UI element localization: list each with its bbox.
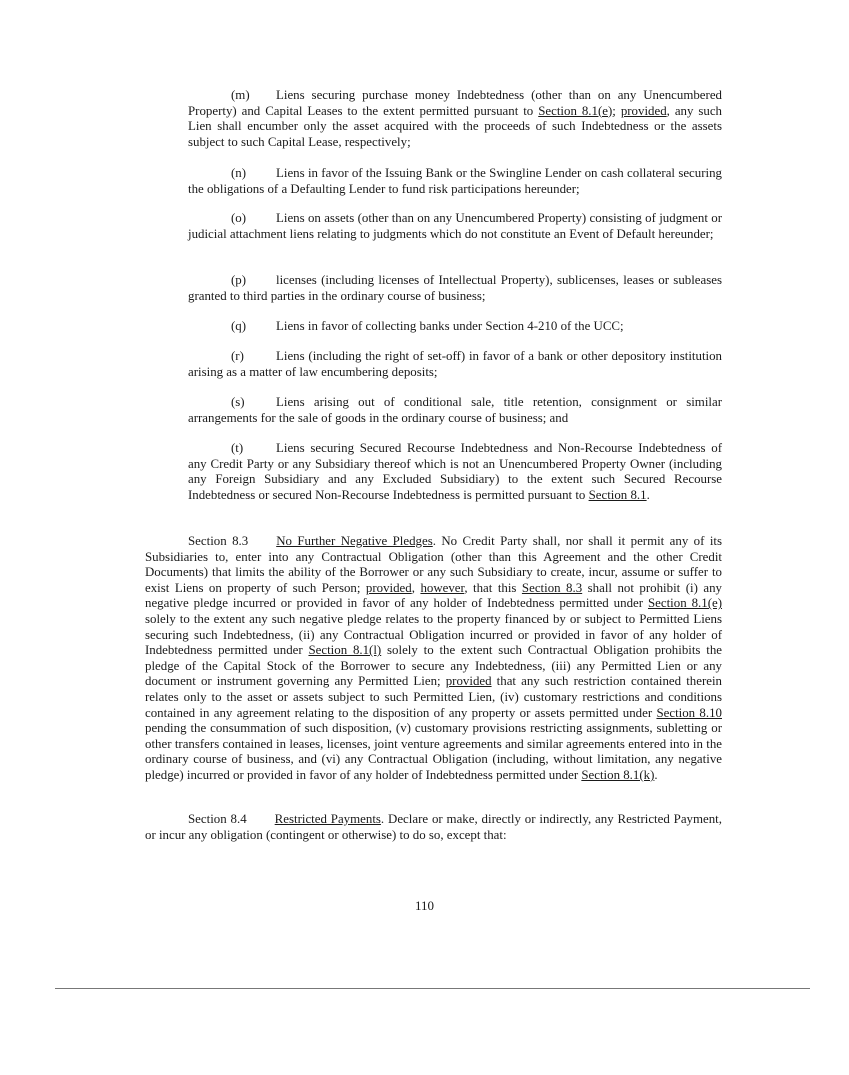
section-reference: Section 8.1(e) xyxy=(538,103,613,118)
proviso-term: provided xyxy=(365,580,412,595)
section-heading: Restricted Payments xyxy=(274,812,381,826)
clause-q: (q) Liens in favor of collecting banks under Section 4-210 of the UCC; xyxy=(231,319,624,333)
clause-p: (p) licenses (including licenses of Intellectual Property), sublicenses, leases or subleases granted to third parties in the ordinary course of business; xyxy=(188,273,722,303)
clause-t: (t) Liens securing Secured Recourse Indebtedness and Non-Recourse Indebtedness of any Credit Party or any Subsidiary thereof which is not an Unencumbered Property Owner (including any Foreign Subsidiary and any Excluded Subsidiary) to the extent such Secured Recourse Indebtedness or secured Non-Recourse Indebtedness is permitted pursuant to Section 8.1. xyxy=(188,441,722,502)
section-number: Section 8.3 xyxy=(188,534,249,548)
proviso-term: provided xyxy=(445,674,492,689)
clause-r: (r) Liens (including the right of set-off) in favor of a bank or other depository institution arising as a matter of law encumbering deposits; xyxy=(188,349,722,379)
section-reference: Section 8.1(k) xyxy=(581,767,655,782)
clause-label: (m) xyxy=(231,88,250,102)
section-number: Section 8.4 xyxy=(188,812,247,826)
section-reference: Section 8.1(l) xyxy=(308,643,382,658)
clause-label: (r) xyxy=(231,349,244,363)
proviso-term: provided xyxy=(620,103,667,118)
clause-s: (s) Liens arising out of conditional sale, title retention, consignment or similar arrangements for the sale of goods in the ordinary course of business; and xyxy=(188,395,722,425)
clause-label: (q) xyxy=(231,319,247,333)
section-8-3: Section 8.3 No Further Negative Pledges. No Credit Party shall, nor shall it permit any of its Subsidiaries to, enter into any Contractual Obligation (other than this Agreement and the other Credit Documents) that limits the ability of the Borrower or any such Subsidiary to create, incur, assume or suffer to exist Liens on property of such Person; provided, however, that this Section 8.3 shall not prohibit (i) any negative pledge incurred or provided in favor of any holder of Indebtedness permitted under Section 8.1(e) solely to the extent any such negative pledge relates to the property financed by or subject to Permitted Liens securing such Indebtedness, (ii) any Contractual Obligation incurred or provided in favor of any holder of Indebtedness permitted under Section 8.1(l) solely to the extent such Contractual Obligation prohibits the pledge of the Capital Stock of the Borrower to secure any Indebtedness, (iii) any Permitted Lien or any document or instrument governing any Permitted Lien; provided that any such restriction contained therein relates only to the asset or assets subject to such Permitted Lien, (iv) customary restrictions and conditions contained in any agreement relating to the disposition of any property or assets permitted under Section 8.10 pending the consummation of such disposition, (v) customary provisions restricting assignments, subletting or other transfers contained in leases, licenses, joint venture agreements and similar agreements entered into in the ordinary course of business, and (vi) any Contractual Obligation (including, without limitation, any negative pledge) incurred or provided in favor of any holder of Indebtedness permitted under Section 8.1(k). xyxy=(145,534,723,782)
section-reference: Section 8.1 xyxy=(588,487,647,502)
clause-m: (m) Liens securing purchase money Indebtedness (other than on any Unencumbered Property) and Capital Leases to the extent permitted pursuant to Section 8.1(e); provided, any such Lien shall encumber only the asset acquired with the proceeds of such Indebtedness or the assets subject to such Capital Lease, respectively; xyxy=(188,88,723,149)
clause-label: (o) xyxy=(231,211,247,225)
clause-label: (s) xyxy=(231,395,245,409)
section-heading: No Further Negative Pledges xyxy=(276,534,433,548)
section-8-4: Section 8.4 Restricted Payments. Declare or make, directly or indirectly, any Restricted Payment, or incur any obligation (contingent or otherwise) to do so, except that: xyxy=(145,812,722,842)
proviso-term: however xyxy=(420,580,465,595)
page-divider xyxy=(55,988,810,989)
clause-label: (n) xyxy=(231,166,247,180)
page-number: 110 xyxy=(414,898,435,913)
section-reference: Section 8.3 xyxy=(521,580,583,595)
section-reference: Section 8.1(e) xyxy=(647,596,723,611)
section-reference: Section 8.10 xyxy=(656,705,722,720)
clause-o: (o) Liens on assets (other than on any Unencumbered Property) consisting of judgment or judicial attachment liens relating to judgments which do not constitute an Event of Default hereunder; xyxy=(188,211,722,241)
clause-label: (t) xyxy=(231,441,244,455)
clause-label: (p) xyxy=(231,273,247,287)
clause-n: (n) Liens in favor of the Issuing Bank or the Swingline Lender on cash collateral securing the obligations of a Defaulting Lender to fund risk participations hereunder; xyxy=(188,166,722,196)
